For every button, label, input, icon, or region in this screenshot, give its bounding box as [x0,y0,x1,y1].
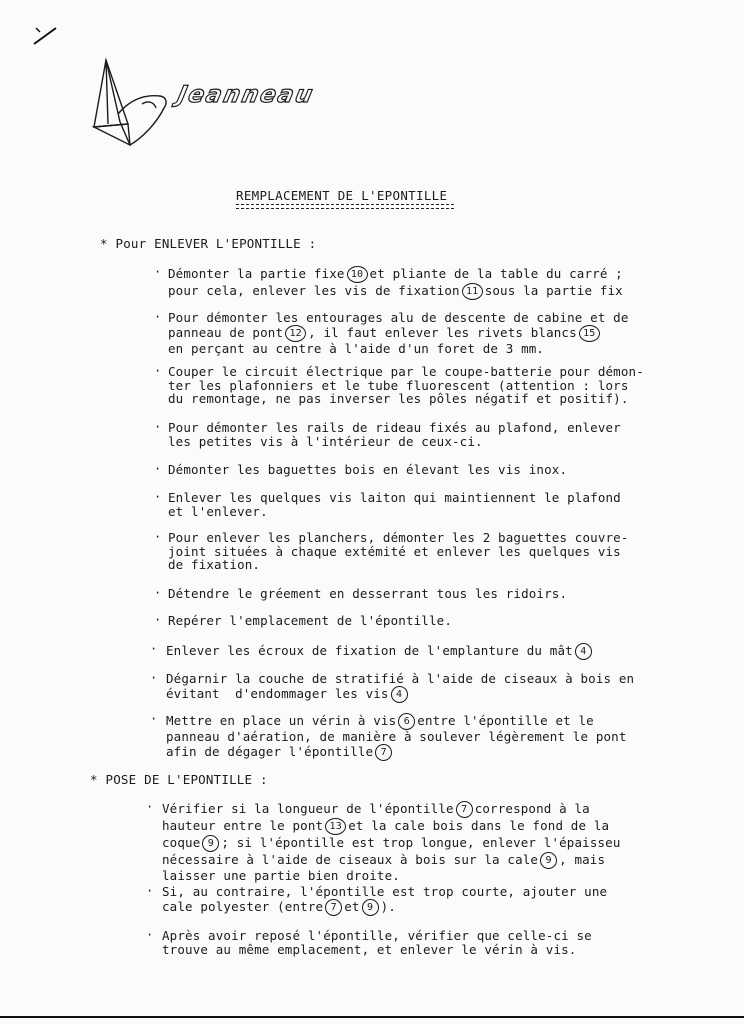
step-dot: · [154,420,162,434]
install-step-1 [162,801,621,883]
callout-13: 13 [325,818,346,835]
callout-9: 9 [540,852,557,869]
step-dot: · [154,586,162,600]
corner-slash-mark [30,24,60,54]
install-step-1-text-f: ; si l'épontille est trop longue, enlever l'épaisseu [221,835,621,850]
install-step-1-text-d: et la cale bois dans le fond de la [348,818,610,833]
page-bottom-rule [0,1016,744,1018]
step-12-text-c: panneau d'aération, de manière à soulever légèrement le pont [166,729,627,744]
step-7: Pour enlever les planchers, démonter les 2 baguettes couvre- joint situées à chaque extémité et enlever les quelques vis de fixation. [168,530,629,572]
step-4: Pour démonter les rails de rideau fixés au plafond, enlever les petites vis à l'intérieur de ceux-ci. [168,420,621,449]
step-3: Couper le circuit électrique par le coupe-batterie pour démon- ter les plafonniers et le tube fluorescent (attention : lors du remontage, ne pas inverser les pôles négatif et positif). [168,364,644,406]
section-remove-title: Pour ENLEVER L'EPONTILLE : [115,236,317,251]
step-dot: · [154,462,162,476]
install-step-2 [162,885,607,916]
step-12-text-d: afin de dégager l'épontille [166,743,374,759]
callout-4: 4 [391,686,408,703]
step-2-text-b: panneau de pont [168,324,284,340]
brand-name: Jeanneau [175,82,317,108]
step-1-text-b: et pliante de la table du carré ; [369,266,623,281]
install-step-1-text-e: coque [162,835,201,850]
step-dot: · [146,884,154,898]
step-dot: · [154,364,162,378]
install-step-2-text-c: et [344,898,360,914]
install-step-2-text-b: cale polyester (entre [162,898,324,914]
step-11 [166,672,634,703]
install-step-3: Après avoir reposé l'épontille, vérifier que celle-ci se trouve au même emplacement, et enlever le vérin à vis. [162,928,592,957]
step-5: Démonter les baguettes bois en élevant les vis inox. [168,462,568,477]
section-install-title: POSE DE L'EPONTILLE : [105,772,268,787]
step-dot: · [146,800,154,814]
step-dot: · [154,530,162,544]
step-2-text-a: Pour démonter les entourages alu de descente de cabine et de [168,310,629,325]
callout-10: 10 [347,266,368,283]
step-1-text-d: sous la partie fix [484,283,623,298]
step-dot: · [154,265,162,279]
step-9: Repérer l'emplacement de l'épontille. [168,613,452,628]
step-dot: · [154,310,162,324]
step-12-text-b: entre l'épontille et le [417,713,594,728]
step-dot: · [150,642,158,656]
install-step-1-text-i: laisser une partie bien droite. [162,868,400,883]
step-2-text-d: en perçant au centre à l'aide d'un foret de 3 mm. [168,340,545,356]
step-dot: · [146,928,154,942]
step-11-text-a: Dégarnir la couche de stratifié à l'aide de ciseaux à bois en [166,671,635,686]
section-install-heading [90,772,268,787]
install-step-1-text-h: , mais [559,852,606,867]
section-bullet: * [100,236,108,251]
step-1-text-c: pour cela, enlever les vis de fixation [168,283,460,298]
install-step-2-text-d: ). [380,898,396,914]
callout-6: 6 [398,713,415,730]
step-dot: · [150,712,158,726]
step-6: Enlever les quelques vis laiton qui maintiennent le plafond et l'enlever. [168,490,621,519]
title-double-underline [236,204,454,209]
section-bullet: * [90,772,98,787]
step-2-text-c: , il faut enlever les rivets blancs [308,324,577,340]
page-title: REMPLACEMENT DE L'EPONTILLE [236,188,448,203]
callout-9: 9 [202,835,219,852]
callout-4: 4 [575,643,592,660]
install-step-1-text-a: Vérifier si la longueur de l'épontille [162,801,454,816]
step-dot: · [154,613,162,627]
step-2 [168,311,629,355]
step-10 [166,643,594,660]
step-12 [166,713,627,761]
jeanneau-sailboat-logo [84,52,174,152]
callout-11: 11 [462,283,483,300]
callout-7: 7 [375,744,392,761]
callout-7: 7 [325,899,342,916]
step-1 [168,266,623,300]
step-1-text-a: Démonter la partie fixe [168,266,345,281]
callout-12: 12 [285,325,306,342]
callout-15: 15 [579,325,600,342]
step-10-text: Enlever les écroux de fixation de l'emplanture du mât [166,643,573,658]
step-dot: · [154,490,162,504]
install-step-1-text-g: nécessaire à l'aide de ciseaux à bois sur la cale [162,852,539,867]
section-remove-heading [100,236,316,251]
step-8: Détendre le gréement en desserrant tous les ridoirs. [168,586,568,601]
step-11-text-b: évitant d'endommager les vis [166,685,389,701]
install-step-1-text-b: correspond à la [474,801,590,816]
step-dot: · [150,671,158,685]
install-step-1-text-c: hauteur entre le pont [162,818,324,833]
step-12-text-a: Mettre en place un vérin à vis [166,713,397,728]
callout-9: 9 [362,899,379,916]
install-step-2-text-a: Si, au contraire, l'épontille est trop courte, ajouter une [162,884,608,899]
callout-7: 7 [456,801,473,818]
